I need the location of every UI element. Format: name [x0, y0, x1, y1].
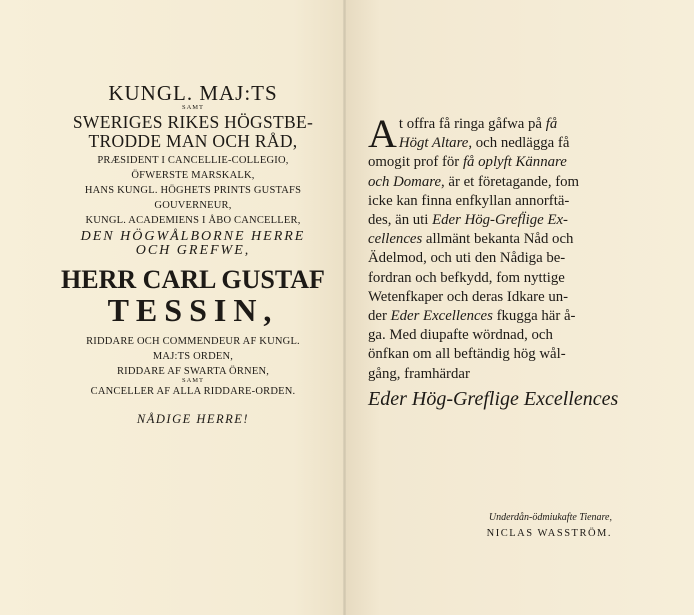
dedication-line: HANS KUNGL. HÖGHETS PRINTS GUSTAFS: [84, 184, 302, 196]
letter-line: icke kan finna enfkyllan annorftä-: [368, 192, 570, 209]
closing-line: Underdån-ödmiukafte Tienare,: [488, 512, 612, 523]
letter-line: Högt Altare, och nedlägga få: [398, 135, 570, 152]
book-gutter: [343, 0, 346, 615]
dedication-line: SAMT: [181, 377, 205, 384]
dedication-surname: TESSIN,: [107, 292, 279, 329]
dedication-line: TRODDE MAN OCH RÅD,: [88, 131, 298, 152]
closing-block: [440, 512, 612, 539]
letter-line: fordran och befkydd, fom nyttige: [368, 269, 565, 286]
letter-line: ga. Med diupafte wördnad, och: [368, 327, 553, 344]
letter-line: Wetenfkaper och deras Idkare un-: [368, 288, 569, 305]
dedication-line: MAJ:TS ORDEN,: [152, 350, 234, 362]
letter-line: gång, framhärdar: [368, 365, 470, 382]
dedication-line: CANCELLER AF ALLA RIDDARE-ORDEN.: [90, 385, 296, 397]
dedication-line: DEN HÖGWÅLBORNE HERRE: [80, 228, 306, 244]
letter-line: cellences allmänt bekanta Nåd och: [368, 231, 574, 248]
letter-line: önfkan om all beftändig hög wål-: [368, 346, 566, 363]
letter-line: omogit prof för få oplyft Kännare: [368, 154, 567, 171]
excellence-title: Eder Hög-Greflige Excellences: [368, 388, 619, 410]
dedication-line: OCH GREFWE,: [135, 243, 251, 259]
letter-line: och Domare, är et företagande, fom: [368, 173, 580, 190]
signature-name: NICLAS WASSTRÖM.: [486, 528, 612, 539]
letter-line: des, än uti Eder Hög-Grefl̈ige Ex-: [368, 212, 568, 229]
dedication-block: [48, 82, 338, 426]
dedication-line: PRÆSIDENT I CANCELLIE-COLLEGIO,: [97, 154, 289, 166]
letter-line: t offra få ringa gåfwa på få: [398, 116, 558, 132]
letter-body: [368, 111, 634, 384]
dedication-line: RIDDARE AF SWARTA ÖRNEN,: [116, 365, 270, 377]
dedication-name-line: HERR CARL GUSTAF: [61, 265, 325, 295]
dedication-line: ÖFWERSTE MARSKALK,: [131, 169, 255, 181]
dedication-line: GOUVERNEUR,: [154, 199, 232, 211]
dedication-line: RIDDARE OCH COMMENDEUR AF KUNGL.: [86, 335, 300, 347]
dedication-line: SAMT: [181, 104, 205, 112]
dedication-line: KUNGL. ACADEMIENS I ÅBO CANCELLER,: [85, 214, 301, 226]
dedication-line: SWERIGES RIKES HÖGSTBE-: [72, 111, 314, 132]
dedication-line: KUNGL. MAJ:TS: [108, 81, 278, 105]
drop-cap: A: [368, 111, 397, 156]
salutation: NÅDIGE HERRE!: [136, 411, 250, 426]
letter-line: Ädelmod, och uti den Nådiga be-: [368, 250, 566, 267]
letter-line: der Eder Excellences fkugga här å-: [368, 308, 576, 325]
